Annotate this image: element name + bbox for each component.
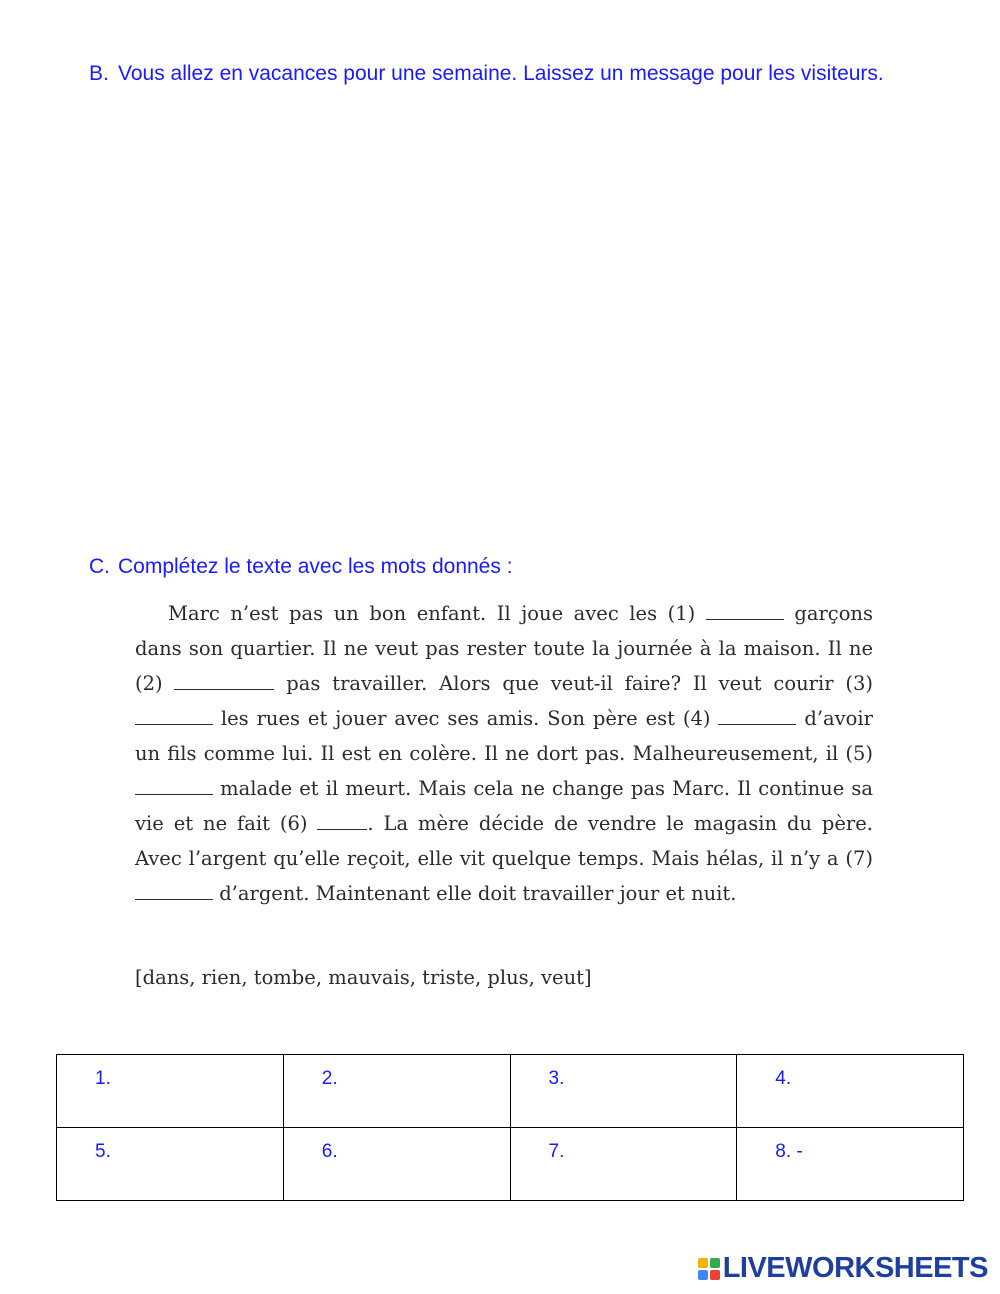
- answer-row: [57, 1128, 964, 1201]
- answer-cell-4[interactable]: 4.: [737, 1055, 964, 1128]
- passage-segment: d’argent. Maintenant elle doit travailler jour et nuit.: [213, 882, 737, 905]
- answer-table: [56, 1054, 964, 1201]
- answer-cell-6[interactable]: 6.: [283, 1128, 510, 1201]
- logo-square: [698, 1270, 708, 1280]
- blank-5: [135, 775, 213, 796]
- passage-segment: d’avoir un fils comme lui. Il est en colère. Il ne dort pas. Malheureusement, il (5): [135, 707, 873, 765]
- task-b-letter: B.: [89, 62, 109, 85]
- passage-segment: malade et il meurt. Mais cela ne change pas Marc. Il continue sa vie et ne fait (6): [135, 777, 873, 835]
- passage-segment: garçons dans son quartier. Il ne veut pas rester toute la journée à la maison. Il ne (2): [135, 602, 873, 695]
- answer-cell-1[interactable]: 1.: [57, 1055, 284, 1128]
- answer-row: [57, 1055, 964, 1128]
- blank-4: [718, 705, 796, 726]
- passage-segment: Marc n’est pas un bon enfant. Il joue avec les (1): [168, 602, 706, 625]
- blank-1: [706, 600, 784, 621]
- logo-square: [698, 1258, 708, 1268]
- answer-cell-2[interactable]: 2.: [283, 1055, 510, 1128]
- passage-segment: pas travailler. Alors que veut-il faire? Il veut courir (3): [274, 672, 873, 695]
- logo-square: [710, 1270, 720, 1280]
- blank-2: [174, 670, 274, 691]
- blank-3: [135, 705, 213, 726]
- liveworksheets-logo: [698, 1252, 988, 1285]
- logo-icon: [698, 1258, 720, 1280]
- answer-cell-7[interactable]: 7.: [510, 1128, 737, 1201]
- answer-cell-5[interactable]: 5.: [57, 1128, 284, 1201]
- task-b-text: Vous allez en vacances pour une semaine. Laissez un message pour les visiteurs.: [118, 62, 884, 85]
- answer-cell-3[interactable]: 3.: [510, 1055, 737, 1128]
- blank-7: [135, 880, 213, 901]
- passage-segment: . La mère décide de vendre le magasin du père. Avec l’argent qu’elle reçoit, elle vit quelque temps. Mais hélas, il n’y a (7): [135, 812, 873, 870]
- task-c-instruction: [89, 551, 919, 583]
- logo-square: [710, 1258, 720, 1268]
- task-b-instruction: [89, 58, 919, 90]
- word-bank: [dans, rien, tombe, mauvais, triste, plus, veut]: [135, 966, 592, 989]
- passage-segment: les rues et jouer avec ses amis. Son père est (4): [213, 707, 719, 730]
- blank-6: [317, 810, 367, 831]
- answer-cell-8[interactable]: 8. -: [737, 1128, 964, 1201]
- task-c-letter: C.: [89, 555, 110, 578]
- logo-text: LIVEWORKSHEETS: [722, 1252, 988, 1284]
- fill-in-passage: [135, 596, 873, 911]
- task-c-text: Complétez le texte avec les mots donnés :: [118, 555, 513, 578]
